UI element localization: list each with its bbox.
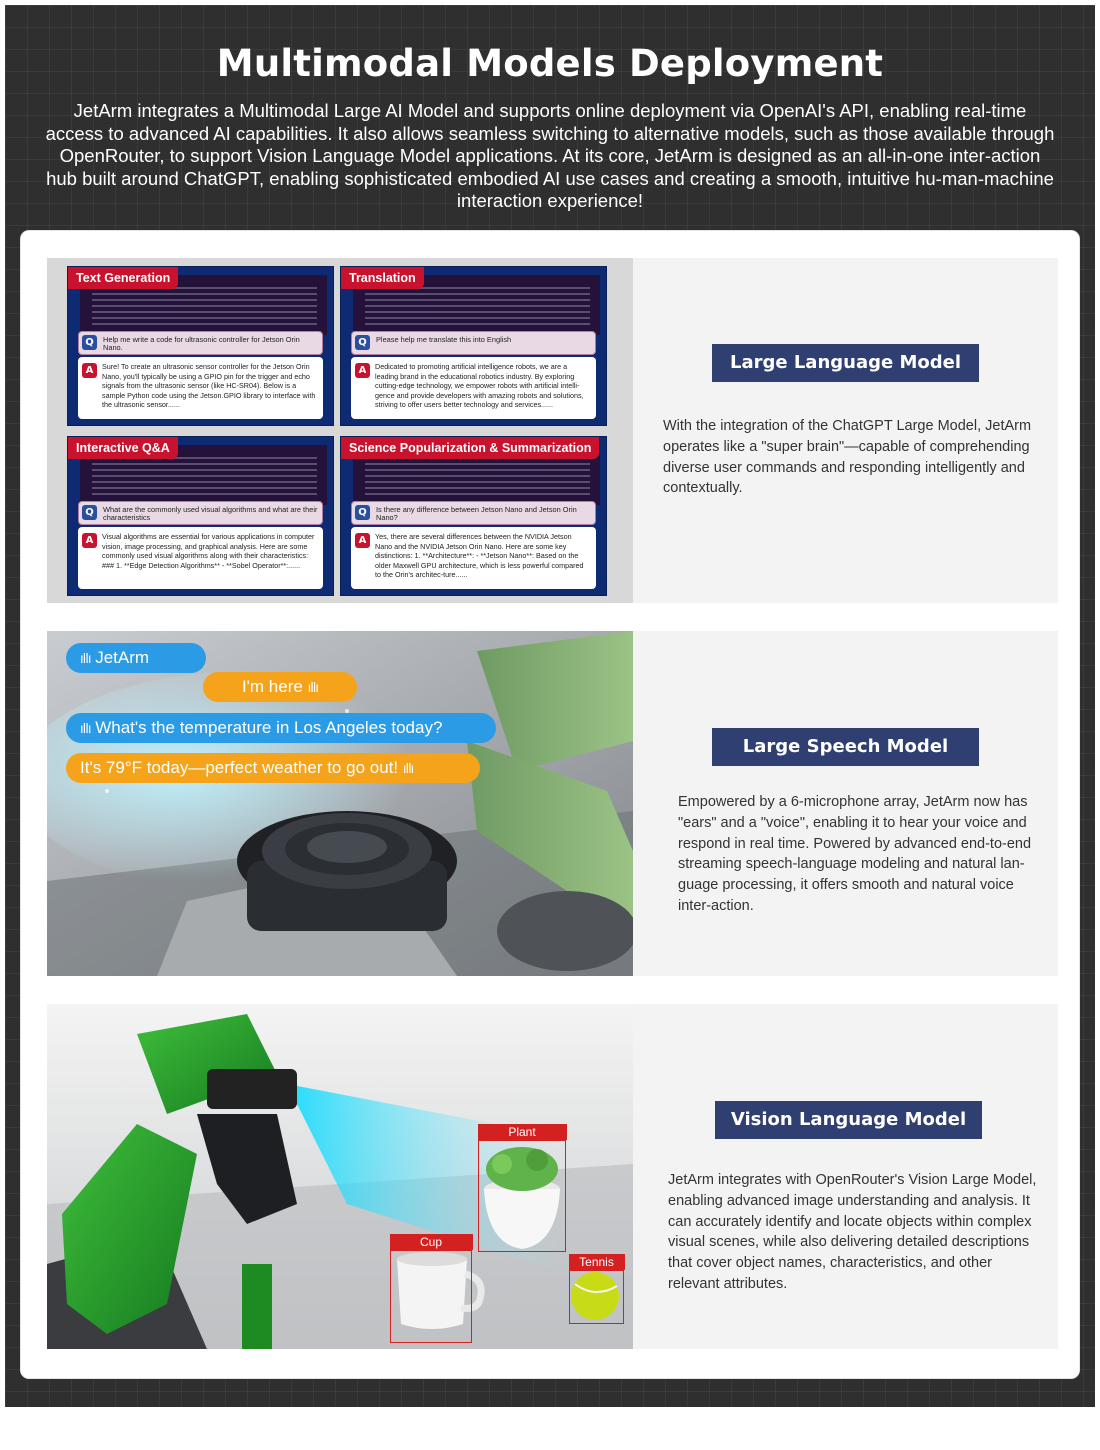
llm-title: Large Language Model bbox=[712, 344, 979, 382]
question-bar bbox=[78, 331, 323, 355]
bubble-text: It's 79°F today—perfect weather to go out! bbox=[80, 758, 399, 777]
question-text: What are the commonly used visual algorithms and what are their characteristics bbox=[103, 505, 318, 522]
question-text: Please help me translate this into English bbox=[376, 335, 512, 344]
panel-tag: Interactive Q&A bbox=[68, 437, 178, 459]
answer-text: Visual algorithms are essential for various applications in computer vision, image processing, and graphical analysis. Here are some commonly used visual algorithms along with their characteristics: ### 1. **Edge Detection Algorithms** - **Sobel Operator**:...... bbox=[102, 532, 315, 570]
panel-text-generation bbox=[67, 266, 334, 426]
panel-tag: Translation bbox=[341, 267, 424, 289]
answer-text: Dedicated to promoting artificial intelligence robots, we are a leading brand in the educational robotics industry. By exploring cutting-edge technology, we empower robots with artificial intelli-gence and provide developers with amazing robots and solutions, striving to offer users better technology and services...... bbox=[375, 362, 584, 410]
lsm-text bbox=[633, 631, 1058, 976]
a-icon: A bbox=[82, 363, 97, 378]
q-icon: Q bbox=[355, 335, 370, 350]
bubble-text: What's the temperature in Los Angeles today? bbox=[95, 718, 443, 737]
answer-text: Yes, there are several differences between the NVIDIA Jetson Nano and the NVIDIA Jetson Orin Nano. Here are some key distinctions: 1. **Architecture**: - **Jetson Nano**: Based on the older Maxwell GPU architecture, which is less powerful compared to the Orin's architec-ture...... bbox=[375, 532, 584, 580]
llm-section bbox=[47, 258, 1058, 603]
vlm-section bbox=[47, 1004, 1058, 1349]
answer-box bbox=[78, 527, 323, 589]
answer-text: Sure! To create an ultrasonic sensor controller for the Jetson Orin Nano, you'll typically be using a GPIO pin for the trigger and echo signals from the ultrasonic sensor (like HC-SR04). Below is a sample Python code using the Jetson.GPIO library to interface with the ultrasonic sensor...... bbox=[102, 362, 316, 410]
a-icon: A bbox=[355, 363, 370, 378]
llm-description: With the integration of the ChatGPT Large Model, JetArm operates like a "super brain"—capable of comprehending diverse user commands and responding intelligently and contextually. bbox=[663, 418, 1032, 497]
vlm-title: Vision Language Model bbox=[715, 1101, 982, 1139]
waveform-icon: ıllı bbox=[80, 652, 91, 667]
page-title: Multimodal Models Deployment bbox=[216, 42, 884, 85]
answer-box bbox=[351, 357, 596, 419]
lsm-title: Large Speech Model bbox=[712, 728, 979, 766]
question-bar bbox=[351, 501, 596, 525]
question-bar bbox=[78, 501, 323, 525]
vlm-text bbox=[633, 1004, 1058, 1349]
bubble-text: I'm here bbox=[241, 677, 303, 696]
llm-panel-grid bbox=[47, 258, 633, 603]
detection-label: Tennis bbox=[569, 1254, 625, 1270]
speech-bubble-jetarm bbox=[66, 643, 206, 673]
llm-text bbox=[633, 258, 1058, 603]
speech-scene bbox=[47, 631, 633, 976]
detection-label: Plant bbox=[478, 1124, 567, 1140]
lsm-section bbox=[47, 631, 1058, 976]
question-text: Help me write a code for ultrasonic controller for Jetson Orin Nano. bbox=[103, 335, 300, 352]
question-text: Is there any difference between Jetson Nano and Jetson Orin Nano? bbox=[376, 505, 577, 522]
panel-tag: Science Popularization & Summarization bbox=[341, 437, 599, 459]
q-icon: Q bbox=[82, 505, 97, 520]
detection-label: Cup bbox=[390, 1234, 473, 1250]
speech-bubble-answer bbox=[66, 753, 480, 783]
waveform-icon: ıllı bbox=[80, 722, 91, 737]
intro-paragraph: JetArm integrates a Multimodal Large AI Model and supports online deployment via OpenAI's API, enabling real-time access to advanced AI capabilities. It also allows seamless switching to alternative models, such as those available through OpenRouter, to support Vision Language Model applications. At its core, JetArm is designed as an all-in-one inter-action hub built around ChatGPT, enabling sophisticated embodied AI use cases and creating a smooth, intuitive hu-man-machine interaction experience! bbox=[45, 100, 1055, 211]
panel-interactive-qa bbox=[67, 436, 334, 596]
answer-box bbox=[351, 527, 596, 589]
waveform-icon: ıllı bbox=[307, 681, 319, 696]
panel-translation bbox=[340, 266, 607, 426]
a-icon: A bbox=[355, 533, 370, 548]
q-icon: Q bbox=[82, 335, 97, 350]
panel-tag: Text Generation bbox=[68, 267, 178, 289]
speech-bubble-reply bbox=[203, 672, 357, 702]
question-bar bbox=[351, 331, 596, 355]
panel-science-summarization bbox=[340, 436, 607, 596]
waveform-icon: ıllı bbox=[402, 762, 414, 777]
detection-box-cup bbox=[390, 1235, 472, 1343]
q-icon: Q bbox=[355, 505, 370, 520]
bubble-text: JetArm bbox=[95, 648, 150, 667]
detection-box-tennis bbox=[569, 1255, 624, 1324]
answer-box bbox=[78, 357, 323, 419]
a-icon: A bbox=[82, 533, 97, 548]
vision-scene bbox=[47, 1004, 633, 1349]
speech-bubble-question bbox=[66, 713, 496, 743]
vlm-description: JetArm integrates with OpenRouter's Vision Large Model, enabling advanced image understanding and analysis. It can accurately identify and locate objects within complex visual scenes, while also delivering detailed descriptions that cover object names, characteristics, and other relevant attributes. bbox=[668, 1172, 1037, 1292]
detection-box-plant bbox=[478, 1125, 566, 1252]
lsm-description: Empowered by a 6-microphone array, JetArm now has "ears" and a "voice", enabling it to hear your voice and respond in real time. Powered by advanced end-to-end streaming speech-language modeling and natural lan-guage processing, it offers smooth and natural voice inter-action. bbox=[678, 794, 1032, 914]
